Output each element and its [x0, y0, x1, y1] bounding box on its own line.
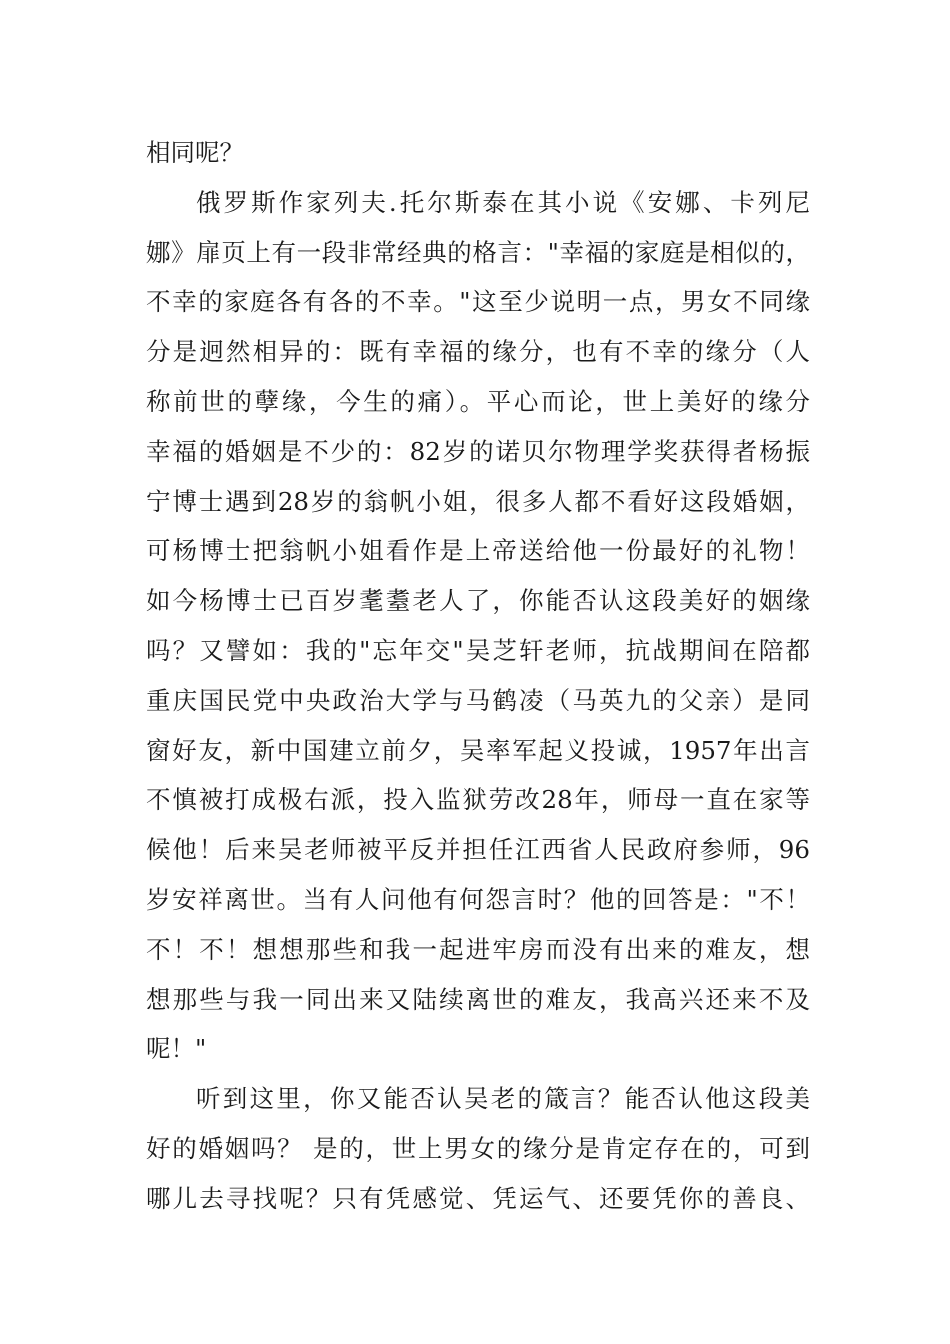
body-text — [146, 128, 810, 1224]
text-line: 娜》扉页上有一段非常经典的格言："幸福的家庭是相似的， — [146, 237, 810, 267]
text-line: 窗好友，新中国建立前夕，吴率军起义投诚，1957年出言 — [146, 735, 810, 765]
paragraph-first-line: 俄罗斯作家列夫.托尔斯泰在其小说《安娜、卡列尼 — [196, 187, 810, 217]
text-line: 不慎被打成极右派，投入监狱劳改28年，师母一直在家等 — [146, 785, 810, 815]
text-line: 想那些与我一同出来又陆续离世的难友，我高兴还来不及 — [146, 984, 810, 1014]
text-line: 相同呢？ — [146, 138, 244, 167]
text-line: 宁博士遇到28岁的翁帆小姐，很多人都不看好这段婚姻， — [146, 486, 810, 516]
text-line: 不！不！想想那些和我一起进牢房而没有出来的难友，想 — [146, 934, 810, 964]
text-line: 呢！" — [146, 1034, 207, 1064]
text-line: 重庆国民党中央政治大学与马鹤凌（马英九的父亲）是同 — [146, 685, 810, 715]
text-line: 称前世的孽缘，今生的痛）。平心而论，世上美好的缘分 — [146, 386, 810, 416]
text-line: 哪儿去寻找呢？只有凭感觉、凭运气、还要凭你的善良、 — [146, 1183, 810, 1213]
text-line: 可杨博士把翁帆小姐看作是上帝送给他一份最好的礼物！ — [146, 536, 810, 566]
text-line: 好的婚姻吗？ 是的，世上男女的缘分是肯定存在的，可到 — [146, 1133, 810, 1163]
text-line: 岁安祥离世。当有人问他有何怨言时？他的回答是："不！ — [146, 884, 810, 914]
text-line: 如今杨博士已百岁耄耋老人了，你能否认这段美好的姻缘 — [146, 586, 810, 616]
text-line: 分是迥然相异的：既有幸福的缘分，也有不幸的缘分（人 — [146, 337, 810, 367]
text-line: 幸福的婚姻是不少的：82岁的诺贝尔物理学奖获得者杨振 — [146, 436, 810, 466]
paragraph-first-line: 听到这里，你又能否认吴老的箴言？能否认他这段美 — [196, 1084, 810, 1114]
text-line: 候他！后来吴老师被平反并担任江西省人民政府参师，96 — [146, 835, 810, 865]
text-line: 不幸的家庭各有各的不幸。"这至少说明一点，男女不同缘 — [146, 287, 810, 317]
text-line: 吗？又譬如：我的"忘年交"吴芝轩老师，抗战期间在陪都 — [146, 635, 810, 665]
